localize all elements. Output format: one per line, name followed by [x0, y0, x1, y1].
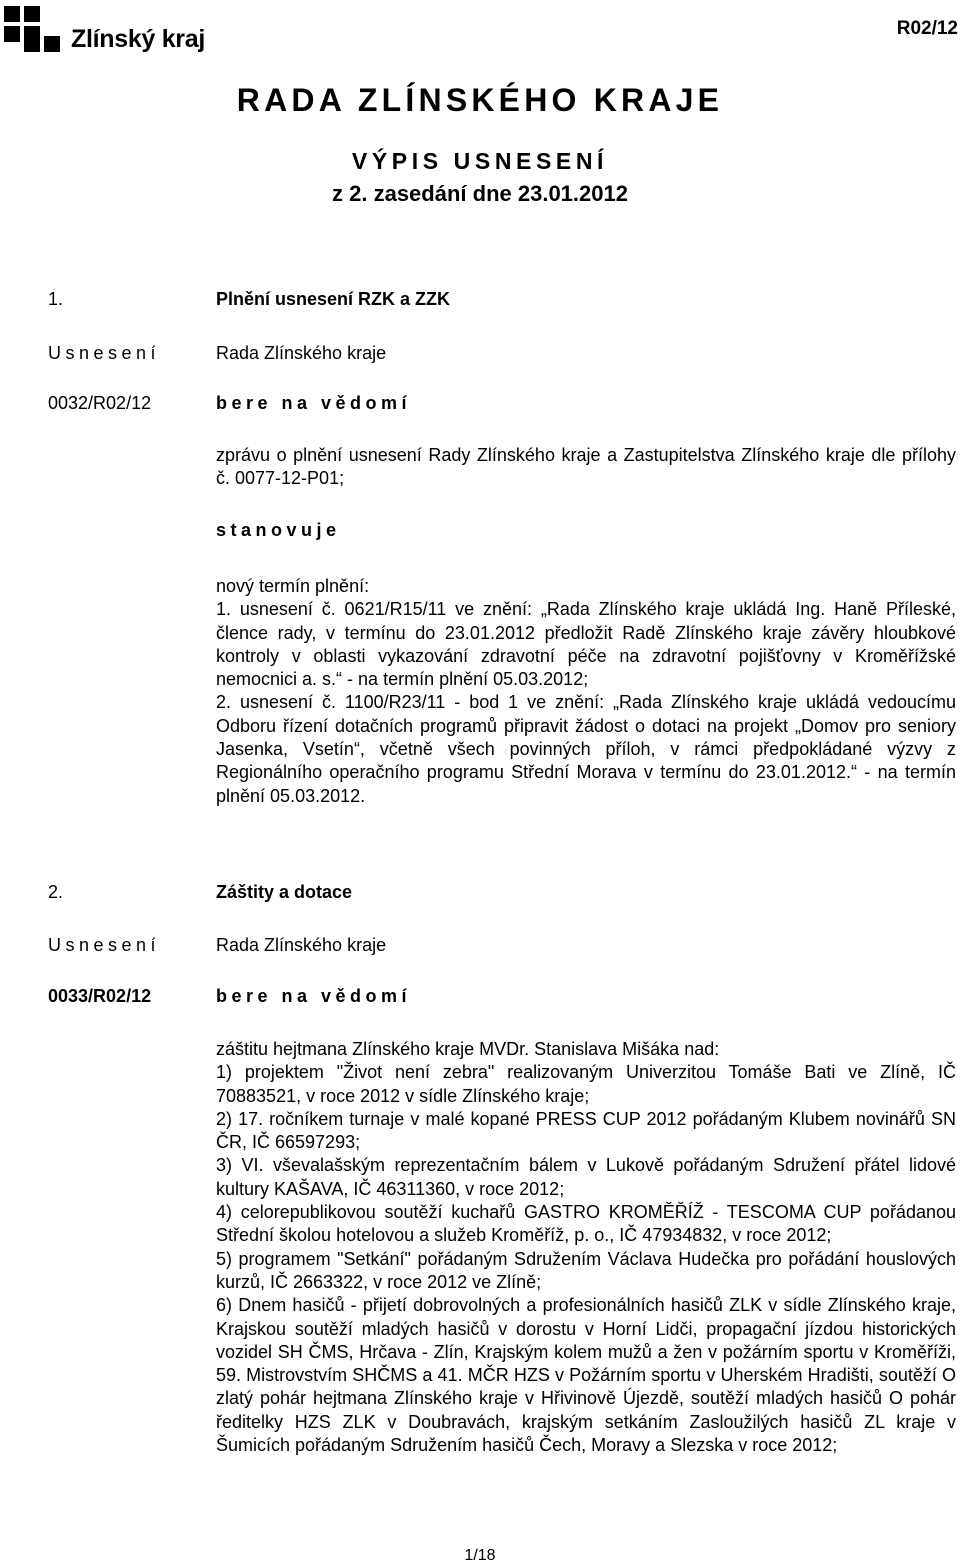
council-title: RADA ZLÍNSKÉHO KRAJE: [236, 82, 724, 118]
patronage-list: [216, 1061, 956, 1457]
item-1-heading: Plnění usnesení RZK a ZZK: [216, 289, 451, 309]
item-1-paragraph: nový termín plnění: 1. usnesení č. 0621/R15/11 ve znění: „Rada Zlínského kraje ukládá Ing. Haně Příleské, člence rady, v termínu do 23.01.2012 předložit Radě Zlínského kraje závěry hloubkové kontroly v oblasti vykazování zdravotní péče na zdravotní pojišťovny v Kroměřížské nemocnici a. s.“ - na termín plnění 05.03.2012; 2. usnesení č. 1100/R23/11 - bod 1 ve znění: „Rada Zlínského kraje ukládá vedoucímu Odboru řízení dotačních programů připravit žádost o dotaci na projekt „Domov pro seniory Jasenka, Vsetín“, včetně všech povinných příloh, v rámci předpokládané výzvy z Regionálního operačního programu Střední Morava v termínu do 23.01.2012.“ - na termín plnění 05.03.2012.: [216, 576, 956, 806]
item-1-body: Rada Zlínského kraje: [216, 343, 387, 363]
document-code: R02/12: [896, 18, 958, 39]
list-item: 1) projektem "Život není zebra" realizovaným Univerzitou Tomáše Bati ve Zlíně, IČ 70883521, v roce 2012 v sídle Zlínského kraje;: [216, 1062, 956, 1106]
item-1-resolution-number: 0032/R02/12: [48, 393, 152, 413]
item-1-label: Usnesení: [48, 343, 161, 363]
list-item: 5) programem "Setkání" pořádaným Sdružením Václava Hudečka pro pořádání houslových kurzů, IČ 2663322, v roce 2012 ve Zlíně;: [216, 1248, 956, 1292]
list-item: 4) celorepublikovou soutěží kuchařů GASTRO KROMĚŘÍŽ - TESCOMA CUP pořádanou Střední školou hotelovou a služeb Kroměříž, p. o., IČ 47934832, v roce 2012;: [216, 1202, 956, 1246]
item-2-number: 2.: [48, 882, 64, 902]
item-2-content: [216, 1038, 956, 1457]
item-2-intro: záštitu hejtmana Zlínského kraje MVDr. Stanislava Mišáka nad:: [216, 1039, 720, 1059]
item-2-heading: Záštity a dotace: [216, 882, 353, 902]
zlinsky-kraj-logo: [4, 6, 205, 54]
list-item: 2) 17. ročníkem turnaje v malé kopané PRESS CUP 2012 pořádaným Klubem novinářů SN ČR, IČ 66597293;: [216, 1108, 956, 1153]
item-1-number: 1.: [48, 289, 64, 309]
list-item: 6) Dnem hasičů - přijetí dobrovolných a profesionálních hasičů ZLK v sídle Zlínského kraje, Krajskou soutěží mladých hasičů v dorostu v Horní Lidči, propagační jízdou historických vozidel SH ČMS, Hrčava - Zlín, Krajským kolem mužů a žen v požárním sportu v Kroměříži, 59. Mistrovstvím SHČMS a 41. MČR HZS v Požárním sportu v Uherském Hradišti, soutěží O zlatý pohár hejtmana Zlínského kraje v Hřivinově Újezdě, soutěží mladých hasičů O pohár ředitelky HZS ZLK v Doubravách, krajským setkáním Zasloužilých hasičů ZL kraje v Šumicích pořádaným Sdružením hasičů Čech, Moravy a Slezska v roce 2012;: [216, 1295, 956, 1456]
item-1-action: bere na vědomí: [216, 393, 412, 413]
meeting-subtitle: z 2. zasedání dne 23.01.2012: [332, 181, 628, 206]
logo-squares-icon: [4, 6, 66, 54]
item-1-text: zprávu o plnění usnesení Rady Zlínského kraje a Zastupitelstva Zlínského kraje dle přílohy č. 0077-12-P01;: [216, 445, 956, 489]
item-2-action: bere na vědomí: [216, 986, 412, 1006]
extract-title: VÝPIS USNESENÍ: [351, 148, 609, 174]
item-1-action-2: stanovuje: [216, 520, 341, 540]
page-number: 1/18: [464, 1547, 496, 1564]
item-2-label: Usnesení: [48, 935, 161, 955]
item-2-resolution-number: 0033/R02/12: [48, 986, 152, 1006]
item-2-body: Rada Zlínského kraje: [216, 935, 387, 955]
logo-text: Zlínský kraj: [71, 25, 205, 53]
list-item: 3) VI. vševalašským reprezentačním bálem v Lukově pořádaným Sdružení přátel lidové kultury KAŠAVA, IČ 46311360, v roce 2012;: [216, 1155, 956, 1199]
